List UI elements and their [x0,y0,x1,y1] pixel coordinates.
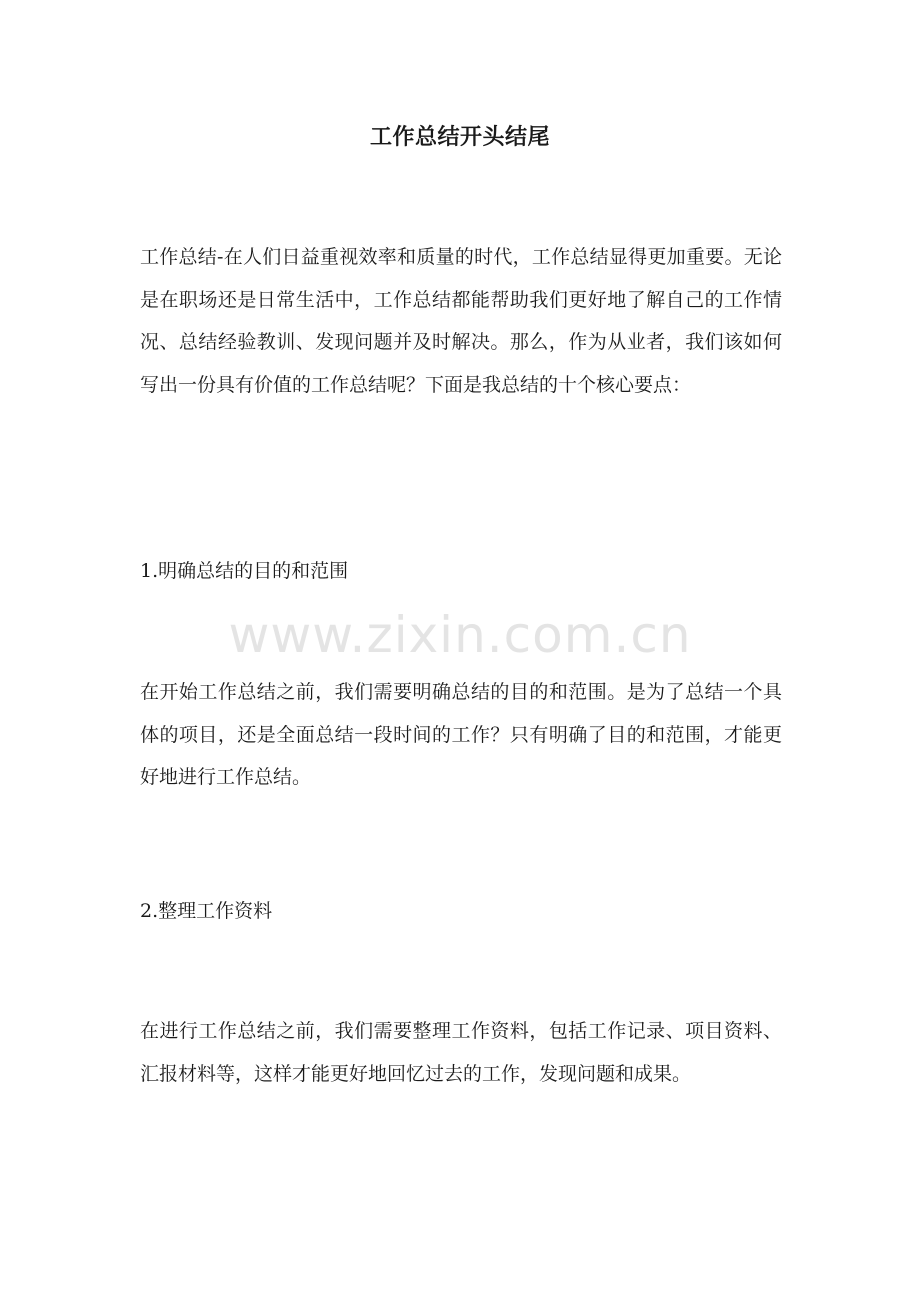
document-title: 工作总结开头结尾 [369,124,550,150]
watermark-text: www.zixin.com.cn [228,606,692,664]
section-heading-2: 2.整理工作资料 [140,900,273,922]
section-body-1: 在开始工作总结之前，我们需要明确总结的目的和范围。是为了总结一个具体的项目，还是全面总结一段时间的工作？只有明确了目的和范围，才能更好地进行工作总结。 [140,681,782,788]
intro-paragraph: 工作总结-在人们日益重视效率和质量的时代，工作总结显得更加重要。无论是在职场还是日常生活中，工作总结都能帮助我们更好地了解自己的工作情况、总结经验教训、发现问题并及时解决。那么，作为从业者，我们该如何写出一份具有价值的工作总结呢？下面是我总结的十个核心要点： [140,246,782,396]
section-heading-1: 1.明确总结的目的和范围 [140,560,349,582]
section-body-2: 在进行工作总结之前，我们需要整理工作资料，包括工作记录、项目资料、汇报材料等，这样才能更好地回忆过去的工作，发现问题和成果。 [140,1020,782,1085]
